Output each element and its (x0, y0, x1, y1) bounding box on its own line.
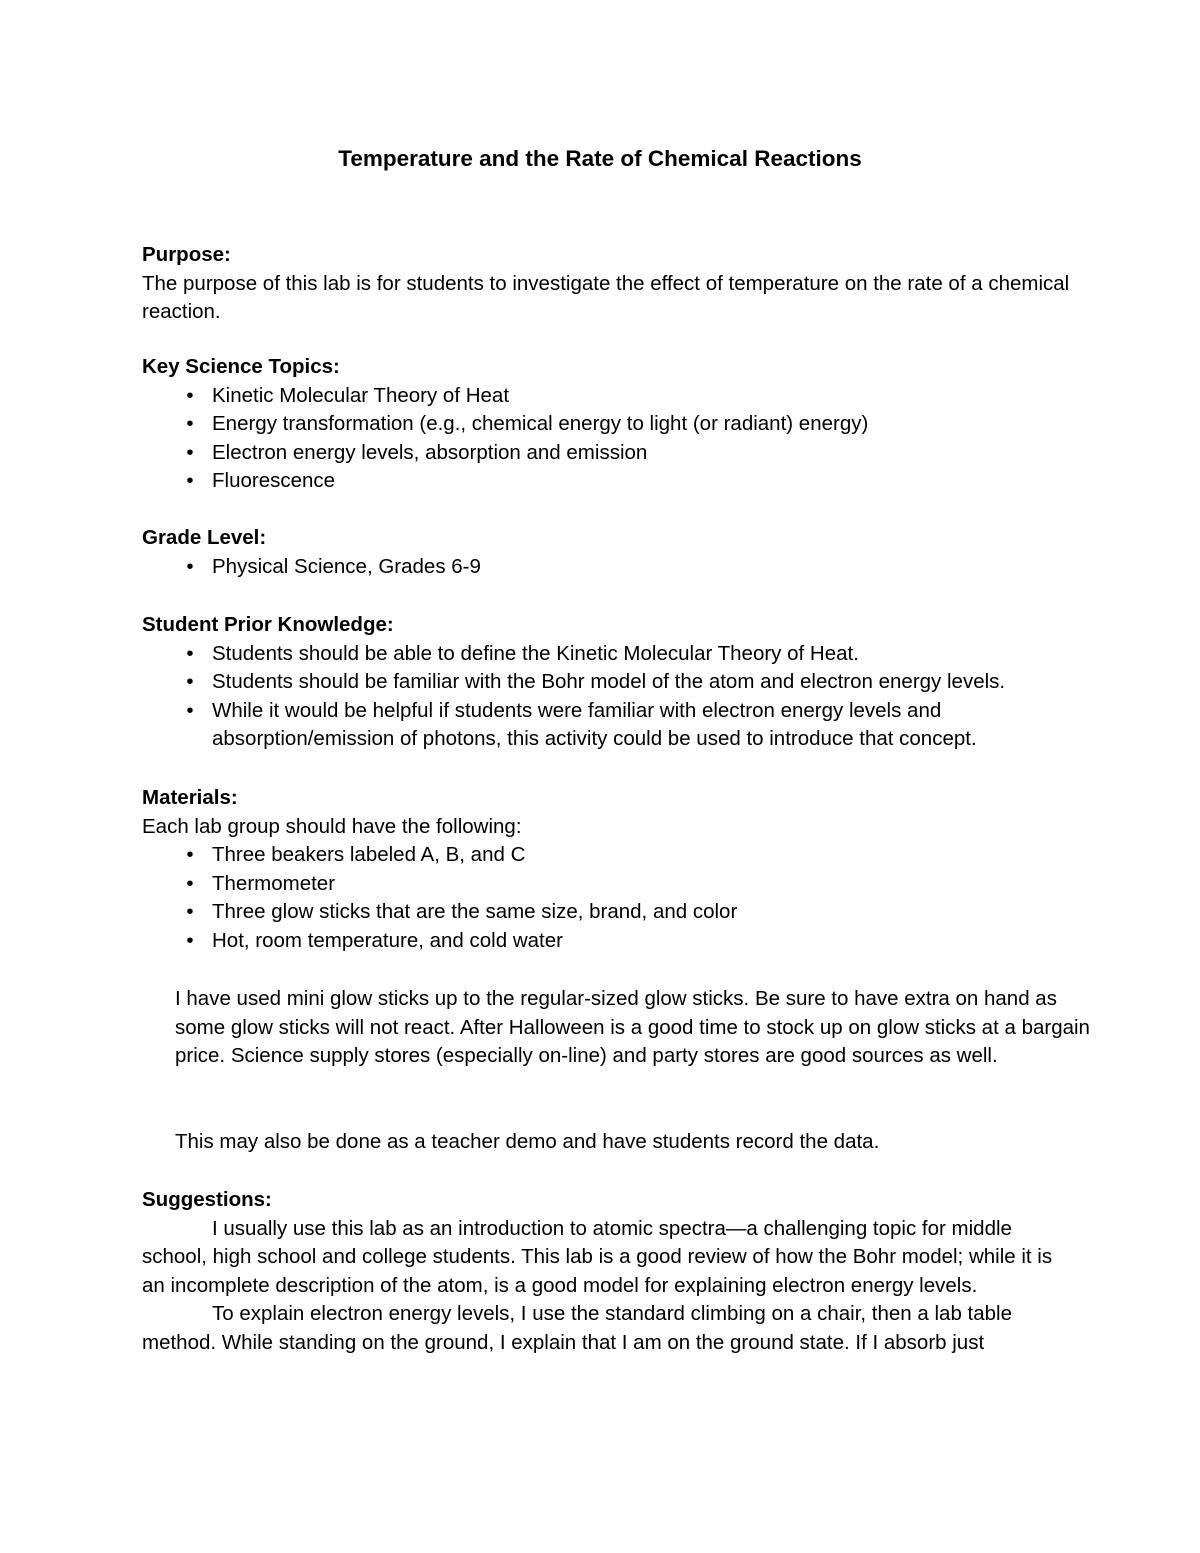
key-topics-list (142, 382, 1072, 496)
bullet-icon: • (186, 440, 194, 464)
materials-intro: Each lab group should have the following: (142, 814, 522, 838)
purpose-heading: Purpose: (142, 243, 231, 266)
list-item: • Three glow sticks that are the same size, brand, and color (142, 898, 1072, 927)
materials-section (142, 784, 1072, 956)
key-topics-section (142, 353, 1072, 496)
purpose-section (142, 241, 1072, 327)
bullet-icon: • (186, 554, 194, 578)
list-item: • Energy transformation (e.g., chemical energy to light (or radiant) energy) (142, 410, 1072, 439)
materials-note-1: I have used mini glow sticks up to the regular-sized glow sticks. Be sure to have extra on hand as some glow sticks will not react. After Halloween is a good time to stock up on glow sticks at a bargain price. Science supply stores (especially on-line) and party stores are good sources as well. (175, 987, 1090, 1068)
key-topics-heading: Key Science Topics: (142, 355, 340, 378)
list-item: • Students should be familiar with the Bohr model of the atom and electron energy levels. (142, 668, 1072, 697)
grade-level-list (142, 553, 1072, 582)
materials-heading: Materials: (142, 786, 238, 809)
list-item: • Students should be able to define the Kinetic Molecular Theory of Heat. (142, 640, 1072, 669)
suggestions-section (142, 1186, 1067, 1358)
purpose-text: The purpose of this lab is for students to investigate the effect of temperature on the rate of a chemical reaction. (142, 271, 1070, 324)
document-title: Temperature and the Rate of Chemical Reactions (338, 146, 862, 171)
grade-level-heading: Grade Level: (142, 526, 267, 549)
bullet-icon: • (186, 928, 194, 952)
materials-note-2: This may also be done as a teacher demo and have students record the data. (175, 1130, 880, 1153)
bullet-icon: • (186, 383, 194, 407)
bullet-icon: • (186, 641, 194, 665)
list-item: • While it would be helpful if students were familiar with electron energy levels and absorption/emission of photons, this activity could be used to introduce that concept. (142, 697, 1072, 754)
list-item: • Three beakers labeled A, B, and C (142, 841, 1072, 870)
prior-knowledge-heading: Student Prior Knowledge: (142, 613, 394, 636)
list-item: • Fluorescence (142, 467, 1072, 496)
suggestions-paragraph-2: To explain electron energy levels, I use the standard climbing on a chair, then a lab table method. While standing on the ground, I explain that I am on the ground state. If I absorb just (142, 1302, 1012, 1354)
bullet-icon: • (186, 843, 194, 867)
bullet-icon: • (186, 871, 194, 895)
materials-list (142, 841, 1072, 955)
bullet-icon: • (186, 412, 194, 436)
grade-level-section (142, 524, 1072, 581)
bullet-icon: • (186, 670, 194, 694)
bullet-icon: • (186, 900, 194, 924)
list-item: • Electron energy levels, absorption and emission (142, 439, 1072, 468)
list-item: • Thermometer (142, 870, 1072, 899)
suggestions-paragraph-1: I usually use this lab as an introduction to atomic spectra—a challenging topic for middle school, high school and college students. This lab is a good review of how the Bohr model; while it is an incomplete description of the atom, is a good model for explaining electron energy levels. (142, 1216, 1053, 1297)
list-item: • Hot, room temperature, and cold water (142, 927, 1072, 956)
bullet-icon: • (186, 469, 194, 493)
prior-knowledge-list (142, 640, 1072, 754)
suggestions-heading: Suggestions: (142, 1188, 272, 1211)
bullet-icon: • (186, 698, 194, 722)
prior-knowledge-section (142, 611, 1072, 754)
list-item: • Physical Science, Grades 6-9 (142, 553, 1072, 582)
list-item: • Kinetic Molecular Theory of Heat (142, 382, 1072, 411)
